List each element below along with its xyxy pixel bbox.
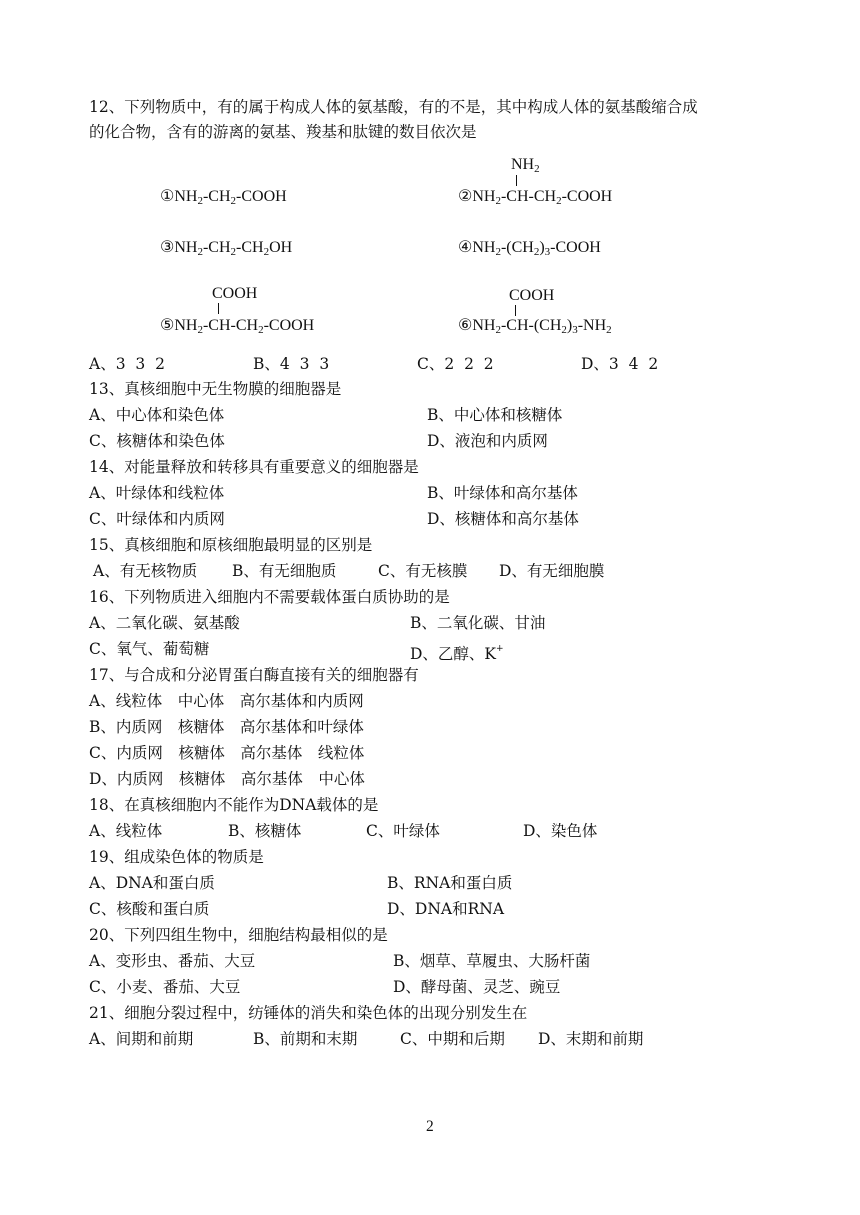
q14-stem: 14、对能量释放和转移具有重要意义的细胞器是 [89,458,419,476]
q18-option-d: D、染色体 [523,822,598,840]
q20-option-a: A、变形虫、番茄、大豆 [89,952,256,970]
q20-option-c: C、小麦、番茄、大豆 [89,978,241,996]
q20-option-d: D、酵母菌、灵芝、豌豆 [393,978,561,996]
formula-1: $①NH_2-CH_2$-COOH [160,188,287,207]
q12-option-c: C、2 2 2 [417,355,494,373]
q15-stem: 15、真核细胞和原核细胞最明显的区别是 [89,536,373,554]
q12-stem-line1: 12、下列物质中，有的属于构成人体的氨基酸，有的不是，其中构成人体的氨基酸缩合成 [89,98,698,116]
q20-stem: 20、下列四组生物中，细胞结构最相似的是 [89,926,388,944]
q18-option-a: A、线粒体 [89,822,163,840]
q19-option-c: C、核酸和蛋白质 [89,900,210,918]
q13-stem: 13、真核细胞中无生物膜的细胞器是 [89,380,342,398]
q16-option-c: C、氧气、葡萄糖 [89,640,210,658]
q15-option-a: A、有无核物质 [93,562,198,580]
q13-option-a: A、中心体和染色体 [89,406,225,424]
q15-option-b: B、有无细胞质 [232,562,337,580]
q12-stem-line2: 的化合物，含有的游离的氨基、羧基和肽键的数目依次是 [89,123,477,141]
q16-stem: 16、下列物质进入细胞内不需要载体蛋白质协助的是 [89,588,450,606]
formula-5-side-group: COOH [212,285,258,302]
formula-3: $③NH_2-CH_2-CH_2OH$ [160,239,293,258]
bond-line [218,303,219,314]
formula-2: $②NH_2-CH-CH_2$-COOH [458,188,613,207]
q20-option-b: B、烟草、草履虫、大肠杆菌 [393,952,591,970]
q18-stem: 18、在真核细胞内不能作为DNA载体的是 [89,796,379,814]
q17-option-d: D、内质网 核糖体 高尔基体 中心体 [89,770,365,788]
formula-5: $⑤NH_2-CH-CH_2$-COOH [160,317,315,336]
q15-option-d: D、有无细胞膜 [499,562,605,580]
q18-option-b: B、核糖体 [228,822,302,840]
q21-option-a: A、间期和前期 [89,1030,194,1048]
q16-option-a: A、二氧化碳、氨基酸 [89,614,240,632]
q19-option-d: D、DNA和RNA [387,900,505,918]
q13-option-d: D、液泡和内质网 [427,432,548,450]
page-number: 2 [426,1118,434,1135]
q18-option-c: C、叶绿体 [366,822,440,840]
q16-option-d: D、乙醇、K+ [410,644,504,663]
q17-option-a: A、线粒体 中心体 高尔基体和内质网 [89,692,364,710]
q19-option-a: A、DNA和蛋白质 [89,874,215,892]
q21-option-b: B、前期和末期 [253,1030,358,1048]
q14-option-a: A、叶绿体和线粒体 [89,484,225,502]
q19-stem: 19、组成染色体的物质是 [89,848,264,866]
q16-option-b: B、二氧化碳、甘油 [410,614,546,632]
formula-6: $⑥NH_2-CH-(CH_2)_3-NH_2$ [458,317,612,336]
q13-option-b: B、中心体和核糖体 [427,406,563,424]
q14-option-d: D、核糖体和高尔基体 [427,510,579,528]
q12-option-b: B、4 3 3 [253,355,330,373]
q14-option-b: B、叶绿体和高尔基体 [427,484,578,502]
formula-2-side-group: $NH_2$ [511,156,540,175]
q14-option-c: C、叶绿体和内质网 [89,510,225,528]
formula-6-side-group: COOH [509,287,555,304]
bond-line [516,175,517,186]
q13-option-c: C、核糖体和染色体 [89,432,225,450]
q17-stem: 17、与合成和分泌胃蛋白酶直接有关的细胞器有 [89,666,419,684]
q21-stem: 21、细胞分裂过程中，纺锤体的消失和染色体的出现分别发生在 [89,1004,528,1022]
q15-option-c: C、有无核膜 [378,562,468,580]
q19-option-b: B、RNA和蛋白质 [387,874,513,892]
q17-option-b: B、内质网 核糖体 高尔基体和叶绿体 [89,718,364,736]
formula-4: $④NH_2-(CH_2)_3$-COOH [458,239,601,258]
q21-option-c: C、中期和后期 [400,1030,505,1048]
q21-option-d: D、末期和前期 [538,1030,644,1048]
q17-option-c: C、内质网 核糖体 高尔基体 线粒体 [89,744,365,762]
q12-option-d: D、3 4 2 [581,355,659,373]
q12-option-a: A、3 3 2 [89,355,165,373]
